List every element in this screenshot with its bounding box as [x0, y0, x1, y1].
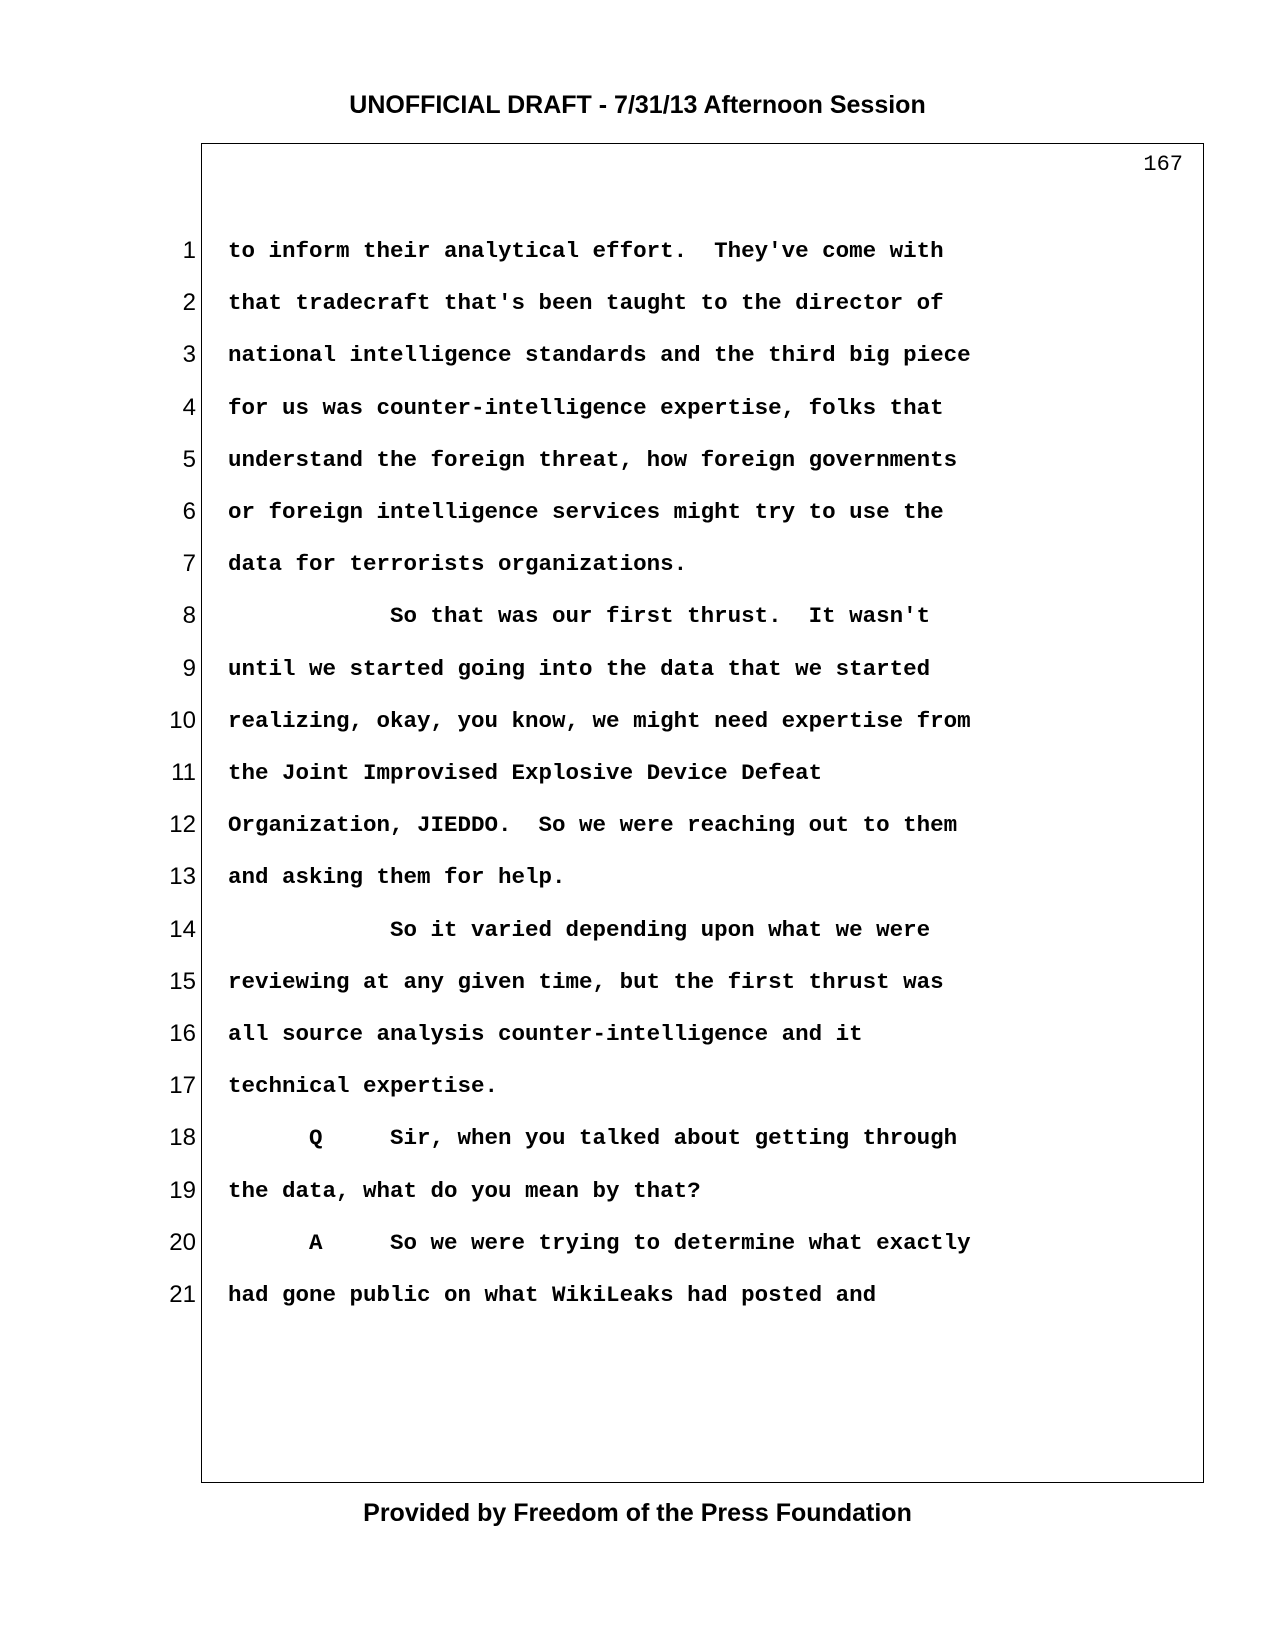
transcript-line: understand the foreign threat, how foreign governments: [228, 446, 958, 473]
page-number: 167: [1143, 152, 1183, 177]
transcript-line: for us was counter-intelligence expertise, folks that: [228, 394, 944, 421]
transcript-line: national intelligence standards and the third big piece: [228, 342, 971, 369]
line-number: 1: [182, 237, 196, 264]
transcript-line: that tradecraft that's been taught to the director of: [228, 290, 944, 317]
line-number: 9: [182, 654, 196, 682]
transcript-line: data for terrorists organizations.: [228, 551, 688, 578]
document-header-title: UNOFFICIAL DRAFT - 7/31/13 Afternoon Session: [349, 91, 926, 119]
transcript-line: technical expertise.: [228, 1073, 499, 1100]
line-number: 2: [182, 289, 196, 317]
line-number: 10: [169, 706, 196, 734]
line-number: 18: [169, 1124, 196, 1152]
transcript-line: reviewing at any given time, but the first thrust was: [228, 968, 944, 995]
line-number: 17: [169, 1072, 196, 1100]
transcript-line: the data, what do you mean by that?: [228, 1177, 701, 1204]
transcript-line: So that was our first thrust. It wasn't: [228, 603, 931, 630]
footer-credit: Provided by Freedom of the Press Foundation: [363, 1499, 912, 1527]
transcript-line: and asking them for help.: [228, 864, 566, 891]
line-number: 15: [169, 967, 196, 995]
transcript-line: A So we were trying to determine what exactly: [228, 1229, 971, 1256]
transcript-line: So it varied depending upon what we were: [228, 916, 931, 943]
transcript-line: until we started going into the data that we started: [228, 655, 931, 682]
transcript-line: or foreign intelligence services might try to use the: [228, 499, 944, 525]
line-number: 13: [169, 863, 196, 891]
line-number: 14: [169, 915, 196, 943]
transcript-line: to inform their analytical effort. They've come with: [228, 238, 944, 264]
line-number: 5: [182, 445, 196, 473]
line-number: 6: [182, 498, 196, 525]
line-number: 7: [182, 550, 196, 578]
line-number: 4: [182, 393, 196, 421]
transcript-line: had gone public on what WikiLeaks had posted and: [228, 1282, 877, 1308]
transcript-line: Organization, JIEDDO. So we were reaching out to them: [228, 812, 958, 839]
line-number: 11: [171, 759, 196, 786]
line-number: 8: [182, 602, 196, 630]
line-number: 20: [169, 1228, 196, 1256]
transcript-line: all source analysis counter-intelligence and it: [228, 1021, 863, 1047]
transcript-line: Q Sir, when you talked about getting through: [228, 1125, 958, 1152]
line-number: 16: [169, 1020, 196, 1047]
line-number: 12: [169, 811, 196, 839]
line-number: 19: [169, 1176, 196, 1204]
line-number: 3: [182, 341, 196, 369]
transcript-line: the Joint Improvised Explosive Device Defeat: [228, 760, 823, 786]
transcript-line: realizing, okay, you know, we might need expertise from: [228, 707, 971, 734]
line-number: 21: [169, 1281, 196, 1308]
